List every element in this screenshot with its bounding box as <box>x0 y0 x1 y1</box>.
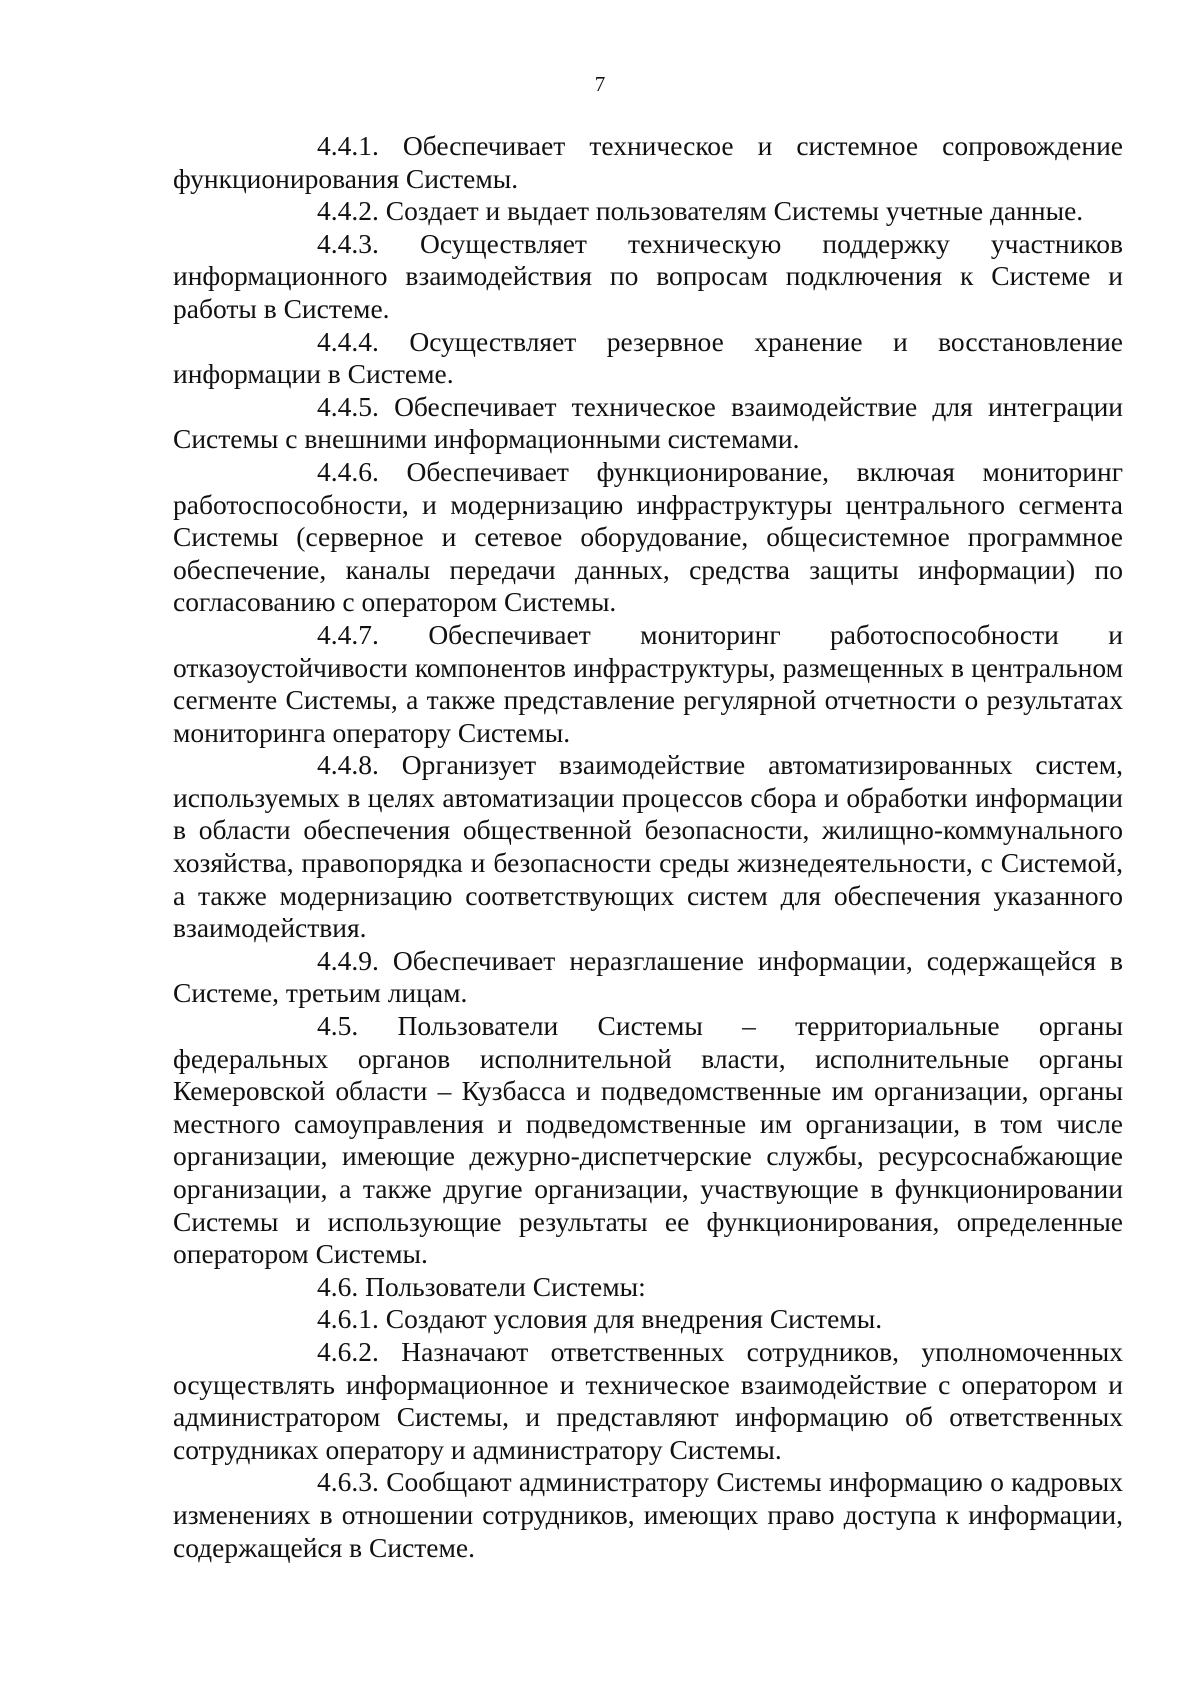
paragraph-text: Обеспечивает неразглашение информации, содержащейся в Системе, третьим лицам. <box>173 944 1123 1009</box>
page-number: 7 <box>594 72 606 96</box>
paragraph-text: Создает и выдает пользователям Системы учетные данные. <box>385 195 1084 227</box>
document-body <box>173 130 1123 1564</box>
paragraph-text: Осуществляет техническую поддержку участников информационного взаимодействия по вопросам подключения к Системе и работы в Системе. <box>173 227 1123 324</box>
paragraph-4-6 <box>173 1271 1123 1304</box>
paragraph-4-4-7 <box>173 619 1123 749</box>
paragraph-text: Пользователи Системы: <box>365 1270 646 1302</box>
paragraph-number: 4.4.2. <box>317 195 379 227</box>
paragraph-4-5 <box>173 1010 1123 1271</box>
paragraph-number: 4.6.2. <box>317 1335 379 1367</box>
paragraph-text: Обеспечивает функционирование, включая мониторинг работоспособности, и модернизацию инфраструктуры центрального сегмента Системы (серверное и сетевое оборудование, общесистемное программное обеспечение, каналы передачи данных, средства защиты информации) по согласованию с оператором Системы. <box>173 455 1123 618</box>
paragraph-number: 4.4.9. <box>317 944 379 976</box>
paragraph-4-4-1 <box>173 130 1123 195</box>
paragraph-text: Обеспечивает мониторинг работоспособности и отказоустойчивости компонентов инфраструктуры, размещенных в центральном сегменте Системы, а также представление регулярной отчетности о результатах мониторинга оператору Системы. <box>173 618 1124 748</box>
paragraph-4-4-9 <box>173 945 1123 1010</box>
paragraph-number: 4.5. <box>317 1010 359 1042</box>
paragraph-number: 4.4.1. <box>317 130 379 161</box>
paragraph-number: 4.4.4. <box>317 325 379 357</box>
paragraph-4-6-2 <box>173 1336 1123 1466</box>
paragraph-number: 4.4.5. <box>317 390 379 422</box>
paragraph-4-4-6 <box>173 456 1123 619</box>
paragraph-text: Сообщают администратору Системы информацию о кадровых изменениях в отношении сотрудников, имеющих право доступа к информации, содержащейся в Системе. <box>173 1466 1124 1563</box>
paragraph-4-4-4 <box>173 326 1123 391</box>
paragraph-number: 4.4.6. <box>317 455 379 487</box>
paragraph-text: Обеспечивает техническое и системное сопровождение функционирования Системы. <box>173 130 1123 194</box>
paragraph-4-4-8 <box>173 749 1123 945</box>
paragraph-text: Создают условия для внедрения Системы. <box>385 1303 883 1335</box>
paragraph-4-6-3 <box>173 1466 1123 1564</box>
paragraph-text: Обеспечивает техническое взаимодействие для интеграции Системы с внешними информационными системами. <box>173 390 1124 455</box>
paragraph-text: Организует взаимодействие автоматизированных систем, используемых в целях автоматизации процессов сбора и обработки информации в области обеспечения общественной безопасности, жилищно-коммунального хозяйства, правопорядка и безопасности среды жизнедеятельности, с Системой, а также модернизацию соответствующих систем для обеспечения указанного взаимодействия. <box>173 749 1123 944</box>
paragraph-4-6-1 <box>173 1303 1123 1336</box>
paragraph-text: Назначают ответственных сотрудников, уполномоченных осуществлять информационное и техническое взаимодействие с оператором и администратором Системы, и представляют информацию об ответственных сотрудниках оператору и администратору Системы. <box>173 1335 1123 1465</box>
paragraph-number: 4.4.3. <box>317 227 379 259</box>
paragraph-4-4-5 <box>173 391 1123 456</box>
paragraph-number: 4.6.3. <box>317 1466 379 1498</box>
paragraph-text: Осуществляет резервное хранение и восстановление информации в Системе. <box>173 325 1123 390</box>
paragraph-4-4-2 <box>173 195 1123 228</box>
paragraph-number: 4.4.7. <box>317 618 379 650</box>
paragraph-number: 4.4.8. <box>317 749 379 781</box>
paragraph-number: 4.6. <box>317 1270 359 1302</box>
paragraph-text: Пользователи Системы – территориальные органы федеральных органов исполнительной власти, исполнительные органы Кемеровской области – Кузбасса и подведомственные им организации, органы местного самоуправления и подведомственные им организации, в том числе организации, имеющие дежурно-диспетчерские службы, ресурсоснабжающие организации, а также другие организации, участвующие в функционировании Системы и использующие результаты ее функционирования, определенные оператором Системы. <box>173 1010 1124 1270</box>
paragraph-number: 4.6.1. <box>317 1303 379 1335</box>
paragraph-4-4-3 <box>173 228 1123 326</box>
